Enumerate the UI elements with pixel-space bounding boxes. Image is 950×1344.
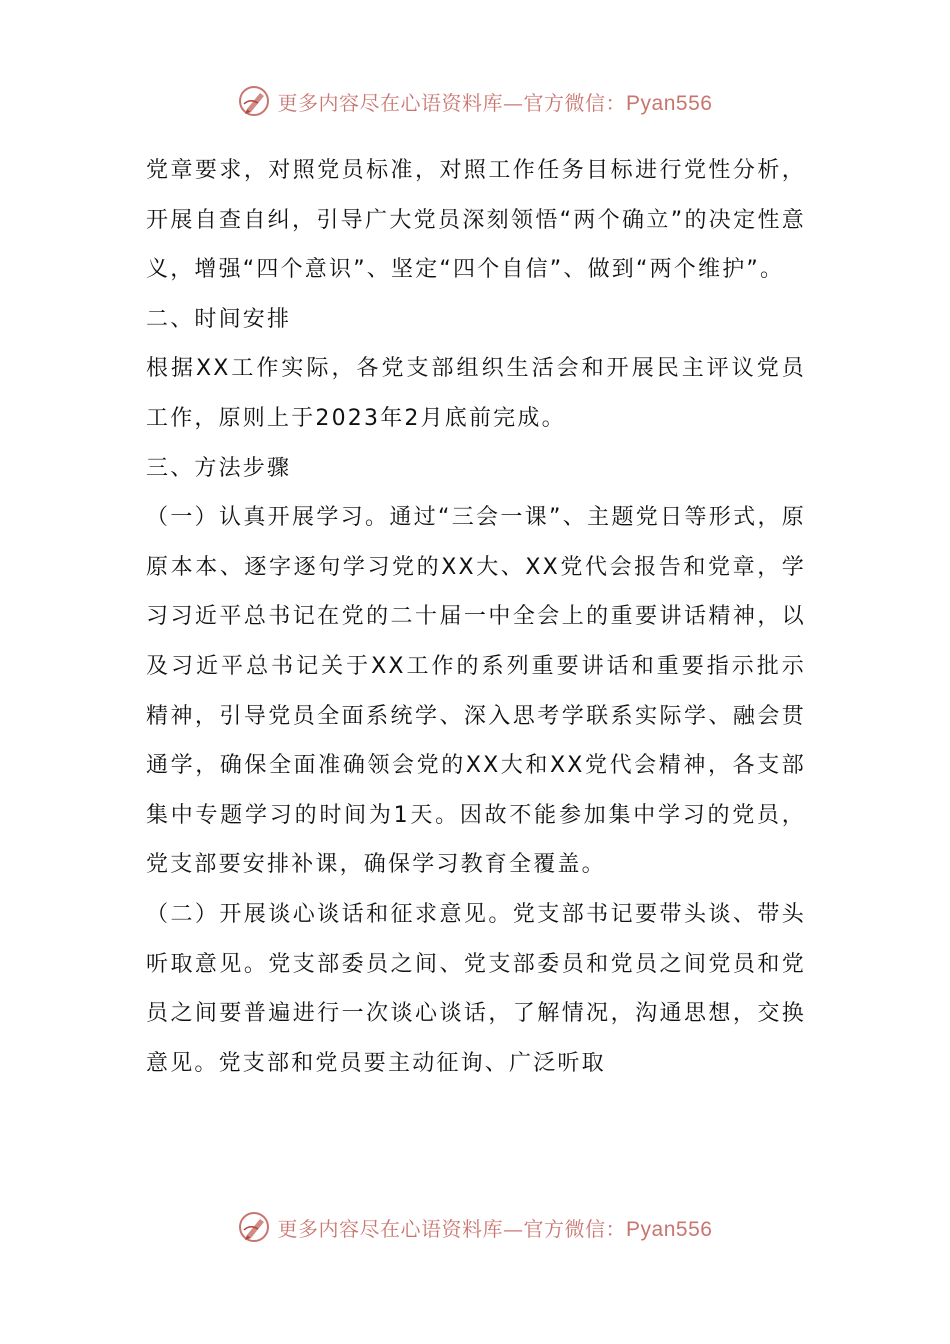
paragraph: （一）认真开展学习。通过“三会一课”、主题党日等形式，原原本本、逐字逐句学习党的XX大、XX党代会报告和党章，学习习近平总书记在党的二十届一中全会上的重要讲话精神，以及习近平总书记关于XX工作的系列重要讲话和重要指示批示精神，引导党员全面系统学、深入思考学联系实际学、融会贯通学，确保全面准确领会党的XX大和XX党代会精神，各支部集中专题学习的时间为1天。因故不能参加集中学习的党员，党支部要安排补课，确保学习教育全覆盖。 [146, 505, 806, 878]
document-body [146, 146, 806, 1088]
pen-logo-icon [238, 1210, 272, 1244]
watermark-id: Pyan556 [626, 1217, 713, 1241]
footer-watermark [0, 1210, 950, 1244]
paragraph: （二）开展谈心谈话和征求意见。党支部书记要带头谈、带头听取意见。党支部委员之间、党支部委员和党员之间党员和党员之间要普遍进行一次谈心谈话，了解情况，沟通思想，交换意见。党支部和党员要主动征询、广泛听取 [146, 901, 806, 1076]
watermark-text: 更多内容尽在心语资料库—官方微信：Pyan556 [277, 90, 713, 115]
section-heading: 三、方法步骤 [146, 455, 292, 481]
pen-logo-icon [238, 84, 272, 118]
watermark-id: Pyan556 [626, 91, 713, 115]
watermark-text: 更多内容尽在心语资料库—官方微信：Pyan556 [277, 1216, 713, 1241]
section-heading: 二、时间安排 [146, 306, 292, 332]
header-watermark [0, 84, 950, 118]
paragraph: 根据XX工作实际，各党支部组织生活会和开展民主评议党员工作，原则上于2023年2月底前完成。 [146, 356, 806, 431]
paragraph: 党章要求，对照党员标准，对照工作任务目标进行党性分析，开展自查自纠，引导广大党员深刻领悟“两个确立”的决定性意义，增强“四个意识”、坚定“四个自信”、做到“两个维护”。 [146, 158, 806, 283]
